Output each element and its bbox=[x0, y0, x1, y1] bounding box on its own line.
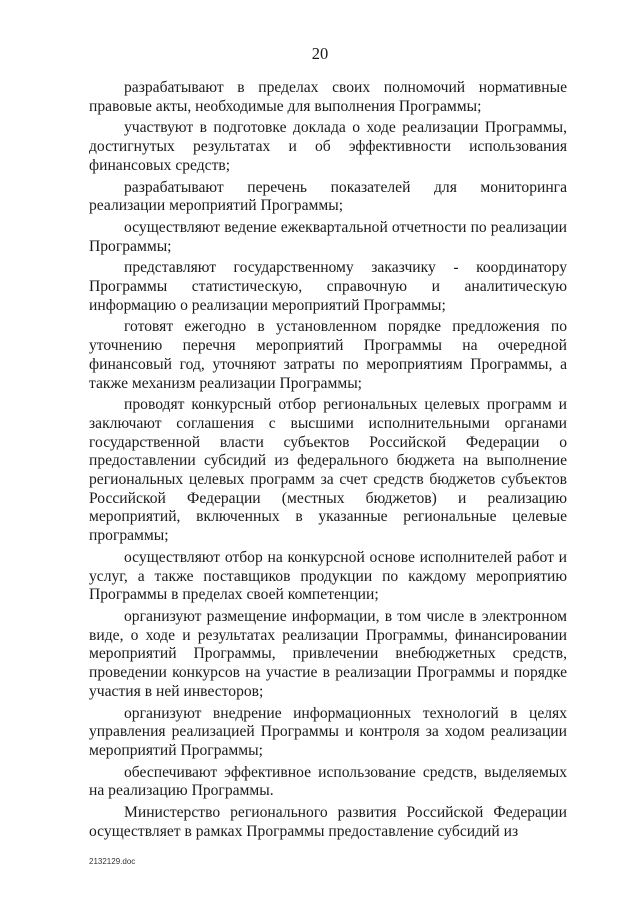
page-number: 20 bbox=[311, 44, 329, 63]
paragraph-12: Министерство регионального развития Российской Федерации осуществляет в рамках Программы предоставление субсидий из bbox=[89, 804, 567, 840]
paragraph-2: участвуют в подготовке доклада о ходе реализации Программы, достигнутых результатах и об эффективности использования финансовых средств; bbox=[89, 119, 567, 174]
document-body bbox=[89, 79, 567, 841]
footer-filename: 2132129.doc bbox=[89, 857, 136, 866]
paragraph-3: разрабатывают перечень показателей для мониторинга реализации мероприятий Программы; bbox=[89, 178, 567, 215]
paragraph-1: разрабатывают в пределах своих полномочий нормативные правовые акты, необходимые для выполнения Программы; bbox=[89, 79, 567, 115]
paragraph-5: представляют государственному заказчику - координатору Программы статистическую, справочную и аналитическую информацию о реализации мероприятий Программы; bbox=[89, 259, 567, 314]
paragraph-10: организуют внедрение информационных технологий в целях управления реализацией Программы и контроля за ходом реализации мероприятий Программы; bbox=[89, 704, 567, 759]
paragraph-11: обеспечивают эффективное использование средств, выделяемых на реализацию Программы. bbox=[89, 763, 567, 800]
paragraph-7: проводят конкурсный отбор региональных целевых программ и заключают соглашения с высшими исполнительными органами государственной власти субъектов Российской Федерации о предоставлении субсидий из федерального бюджета на выполнение региональных целевых программ за счет средств бюджетов субъектов Российской Федерации (местных бюджетов) и реализацию мероприятий, включенных в указанные региональные целевые программы; bbox=[89, 396, 567, 545]
paragraph-9: организуют размещение информации, в том числе в электронном виде, о ходе и результатах реализации Программы, финансировании мероприятий Программы, привлечении внебюджетных средств, проведении конкурсов на участие в реализации Программы и порядке участия в ней инвесторов; bbox=[89, 607, 567, 700]
paragraph-4: осуществляют ведение ежеквартальной отчетности по реализации Программы; bbox=[89, 218, 567, 255]
paragraph-8: осуществляют отбор на конкурсной основе исполнителей работ и услуг, а также поставщиков продукции по каждому мероприятию Программы в пределах своей компетенции; bbox=[89, 548, 567, 604]
paragraph-6: готовят ежегодно в установленном порядке предложения по уточнению перечня мероприятий Программы на очередной финансовый год, уточняют затраты по мероприятиям Программы, а также механизм реализации Программы; bbox=[89, 318, 567, 392]
